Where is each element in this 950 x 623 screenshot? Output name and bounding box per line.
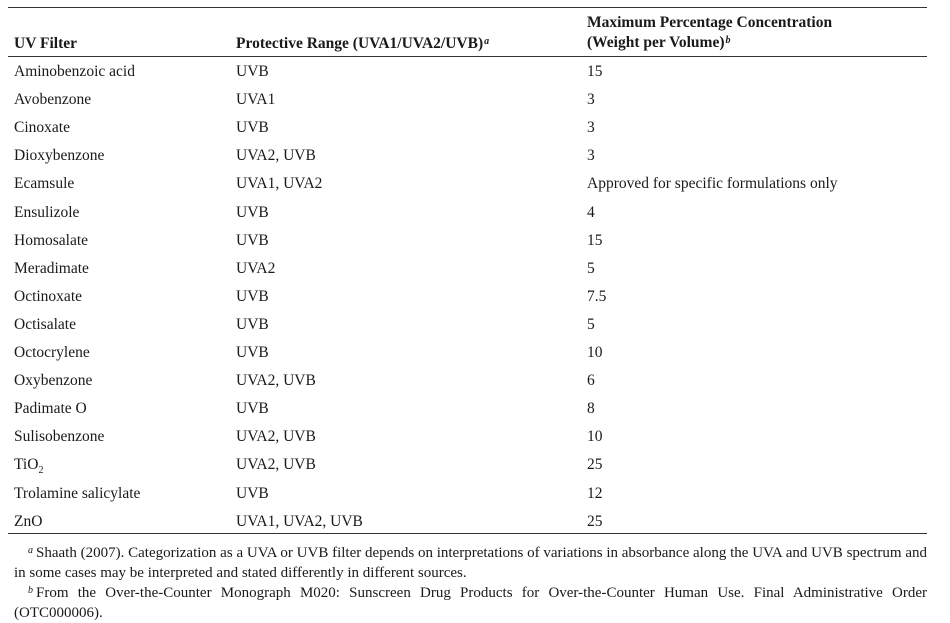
cell-max-concentration: 12 — [587, 484, 603, 502]
cell-max-concentration: Approved for specific formulations only — [587, 175, 838, 193]
cell-max-concentration: 10 — [587, 344, 603, 361]
uv-filter-name: Sulisobenzone — [14, 428, 105, 446]
cell-protective-range: UVA2, UVB — [236, 147, 316, 165]
table-row — [0, 425, 950, 453]
table-row — [0, 482, 950, 510]
cell-uv-filter — [14, 343, 90, 363]
uv-filter-name: Meradimate — [14, 259, 89, 277]
header-max-concentration — [587, 13, 832, 53]
footnote-a — [14, 543, 927, 583]
cell-max-concentration: 7.5 — [587, 287, 607, 305]
uv-filter-name: Trolamine salicylate — [14, 484, 141, 502]
footnote-marker-b: b — [725, 35, 731, 46]
table-row — [0, 172, 950, 200]
footnote-a-mark: a — [28, 545, 33, 556]
uv-filter-name: Octisalate — [14, 315, 76, 333]
footnote-b — [14, 583, 927, 623]
cell-max-concentration: 6 — [587, 372, 595, 390]
uv-filter-name: Cinoxate — [14, 119, 70, 137]
cell-max-concentration: 8 — [587, 400, 595, 418]
uv-filter-name: Aminobenzoic acid — [14, 63, 135, 80]
cell-max-concentration: 3 — [587, 147, 595, 165]
cell-max-concentration: 10 — [587, 428, 603, 446]
cell-max-concentration: 25 — [587, 512, 603, 530]
cell-protective-range: UVA2 — [236, 259, 276, 277]
header-uv-filter — [14, 34, 77, 54]
cell-max-concentration: 15 — [587, 63, 603, 80]
table-row — [0, 285, 950, 313]
cell-max-concentration: 3 — [587, 91, 595, 109]
cell-protective-range: UVB — [236, 231, 269, 249]
cell-uv-filter — [14, 287, 82, 307]
cell-uv-filter — [14, 399, 87, 419]
uv-filter-name: Ecamsule — [14, 175, 75, 193]
cell-protective-range: UVB — [236, 203, 269, 221]
uv-filter-name: Homosalate — [14, 231, 89, 249]
uv-filter-name: Octinoxate — [14, 287, 83, 305]
cell-max-concentration: 4 — [587, 203, 595, 221]
uv-filter-name: Octocrylene — [14, 344, 90, 361]
table-row — [0, 88, 950, 116]
cell-protective-range: UVA1 — [236, 91, 276, 109]
cell-protective-range: UVB — [236, 344, 269, 361]
cell-protective-range: UVB — [236, 287, 269, 305]
header-max-line2-wrap — [587, 33, 832, 53]
table-row — [0, 144, 950, 172]
table-footnotes — [14, 543, 927, 623]
cell-uv-filter — [14, 484, 140, 504]
table-row — [0, 341, 950, 369]
uv-filter-name: Oxybenzone — [14, 372, 93, 390]
cell-uv-filter — [14, 174, 74, 194]
cell-max-concentration: 5 — [587, 315, 595, 333]
uv-filter-name: ZnO — [14, 512, 43, 530]
cell-protective-range: UVA1, UVA2, UVB — [236, 512, 363, 530]
cell-uv-filter — [14, 90, 91, 110]
footnote-b-text: From the Over-the-Counter Monograph M020: Sunscreen Drug Products for Over-the-Counter Human Use. Final Administrative Order (OTC000006). — [14, 585, 927, 621]
uv-filter-name: TiO — [14, 456, 39, 474]
uv-filter-name: Dioxybenzone — [14, 147, 105, 165]
cell-protective-range: UVA2, UVB — [236, 428, 316, 446]
cell-uv-filter — [14, 512, 42, 532]
uv-filter-name: Ensulizole — [14, 203, 80, 221]
cell-uv-filter — [14, 231, 88, 251]
cell-max-concentration: 3 — [587, 119, 595, 137]
cell-uv-filter — [14, 315, 76, 335]
cell-protective-range: UVA1, UVA2 — [236, 175, 323, 193]
uv-filter-name: Padimate O — [14, 400, 87, 418]
cell-protective-range: UVB — [236, 119, 269, 137]
cell-protective-range: UVB — [236, 315, 269, 333]
cell-uv-filter — [14, 62, 135, 82]
table-row — [0, 201, 950, 229]
cell-max-concentration: 5 — [587, 259, 595, 277]
header-max-line1: Maximum Percentage Concentration — [587, 14, 833, 31]
cell-uv-filter — [14, 455, 43, 477]
footnote-b-mark: b — [28, 585, 33, 596]
table-row — [0, 369, 950, 397]
cell-uv-filter — [14, 203, 79, 223]
header-protective-range — [236, 34, 489, 54]
header-uv-filter-label: UV Filter — [14, 35, 77, 52]
cell-protective-range: UVB — [236, 484, 269, 502]
table-row — [0, 313, 950, 341]
table-row — [0, 257, 950, 285]
cell-uv-filter — [14, 427, 104, 447]
cell-protective-range: UVA2, UVB — [236, 456, 316, 474]
table-top-rule — [8, 7, 927, 8]
cell-protective-range: UVB — [236, 400, 269, 418]
table-row — [0, 397, 950, 425]
uv-filter-name: Avobenzone — [14, 91, 92, 109]
cell-protective-range: UVA2, UVB — [236, 372, 316, 390]
footnote-marker-a: a — [484, 36, 490, 47]
cell-uv-filter — [14, 118, 70, 138]
cell-uv-filter — [14, 146, 104, 166]
table-bottom-rule — [8, 533, 927, 534]
table-row — [0, 229, 950, 257]
table-row — [0, 453, 950, 481]
cell-max-concentration: 15 — [587, 231, 603, 249]
cell-max-concentration: 25 — [587, 456, 603, 474]
table-header-rule — [8, 56, 927, 57]
uv-filter-subscript: 2 — [38, 465, 44, 477]
table-row — [0, 60, 950, 88]
header-protective-range-label: Protective Range (UVA1/UVA2/UVB) — [236, 35, 484, 52]
footnote-a-text: Shaath (2007). Categorization as a UVA or UVB filter depends on interpretations of variations in absorbance along the UVA and UVB spectrum and in some cases may be interpreted and stated differently in different sources. — [14, 545, 927, 581]
header-max-line2: (Weight per Volume) — [587, 34, 725, 51]
cell-uv-filter — [14, 259, 89, 279]
cell-protective-range: UVB — [236, 63, 269, 80]
cell-uv-filter — [14, 371, 92, 391]
table-row — [0, 116, 950, 144]
